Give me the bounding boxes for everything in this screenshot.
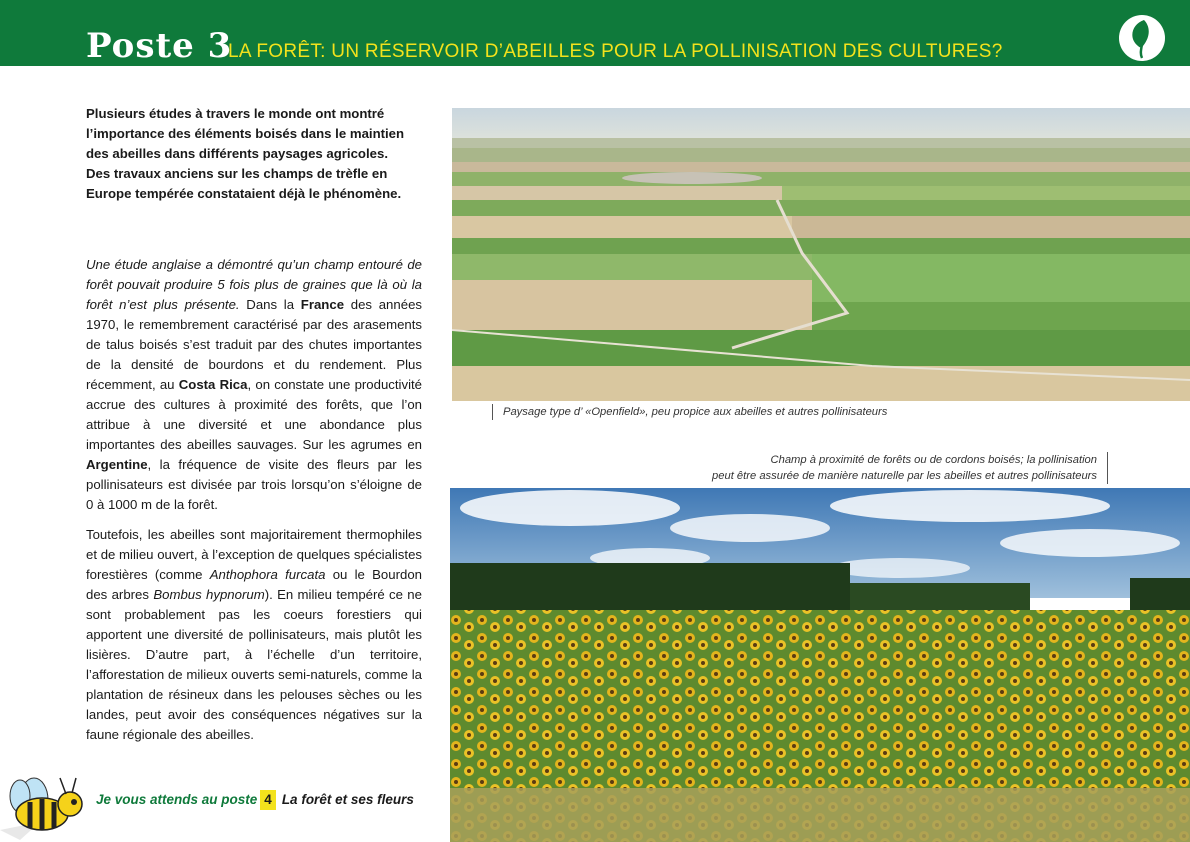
footer-next-station <box>96 790 414 810</box>
sunflower-caption <box>640 452 1108 484</box>
paragraph-2 <box>86 525 422 745</box>
country-argentine: Argentine <box>86 457 148 472</box>
lead-paragraph: Plusieurs études à travers le monde ont montré l’importance des éléments boisés dans le maintien des abeilles dans différents paysages agricoles. Des travaux anciens sur les champs de trèfle en Europe tempérée constataient déjà le phénomène. <box>86 106 405 201</box>
species-name: Bombus hypnorum <box>153 587 265 602</box>
text-span: , la fréquence de visite des fleurs par les pollinisateurs est divisée par trois lorsqu’on s’éloigne de 0 à 1000 m de la forêt. <box>86 457 422 512</box>
country-france: France <box>300 297 345 312</box>
caption-line: Champ à proximité de forêts ou de cordons boisés; la pollinisation <box>770 454 1097 466</box>
footer-destination: La forêt et ses fleurs <box>281 792 414 807</box>
bee-icon <box>0 752 90 842</box>
text-span: ou le Bourdon des arbres <box>86 567 422 602</box>
poste-label: Poste 3 <box>86 26 233 66</box>
sunflower-photo <box>450 488 1190 842</box>
footer-prefix: Je vous attends au poste <box>96 792 258 807</box>
text-span: , on constate une productivité accrue des cultures à proximité des forêts, que l’on attribue à une diversité et une abondance plus importantes des abeilles sauvages. Sur les agrumes en <box>86 377 423 452</box>
text-span: ). En milieu tempéré ce ne sont probablement pas les coeurs forestiers qui apportent une diversité de pollinisateurs, mais plutôt les lisières. D’autre part, à l’échelle d’un territoire, l’afforestation de milieux ouverts semi-naturels, comme la plantation de résineux dans les pelouses sèches ou les landes, peut avoir des conséquences négatives sur la faune régionale des abeilles. <box>86 587 422 742</box>
page-header <box>0 0 1190 66</box>
paragraph-1 <box>86 255 422 515</box>
country-costa-rica: Costa Rica <box>178 377 248 392</box>
study-sentence: Une étude anglaise a démontré qu’un champ entouré de forêt pouvait produire 5 fois plus de graines que là où la forêt n’est plus présente. <box>86 257 422 312</box>
text-span: des années 1970, le remembrement caractérisé par des arasements de talus boisés s’est traduit par des chutes importantes de la densité de bourdons et du rendement. Plus récemment, au <box>86 297 422 392</box>
caption-line: peut être assurée de manière naturelle par les abeilles et autres pollinisateurs <box>712 470 1097 482</box>
species-name: Anthophora furcata <box>209 567 326 582</box>
page-title: LA FORÊT: UN RÉSERVOIR D’ABEILLES POUR LA POLLINISATION DES CULTURES? <box>228 41 1003 62</box>
text-span: Dans la <box>239 297 301 312</box>
text-span: Toutefois, les abeilles sont majoritairement thermophiles et de milieu ouvert, à l’exception de quelques spécialistes forestières (comme <box>86 527 422 582</box>
body-text <box>86 255 422 755</box>
openfield-caption: Paysage type d’ «Openfield», peu propice aux abeilles et autres pollinisateurs <box>492 404 887 420</box>
footer-station-number: 4 <box>260 790 276 810</box>
openfield-photo <box>452 108 1190 401</box>
leaf-icon <box>1118 14 1166 62</box>
